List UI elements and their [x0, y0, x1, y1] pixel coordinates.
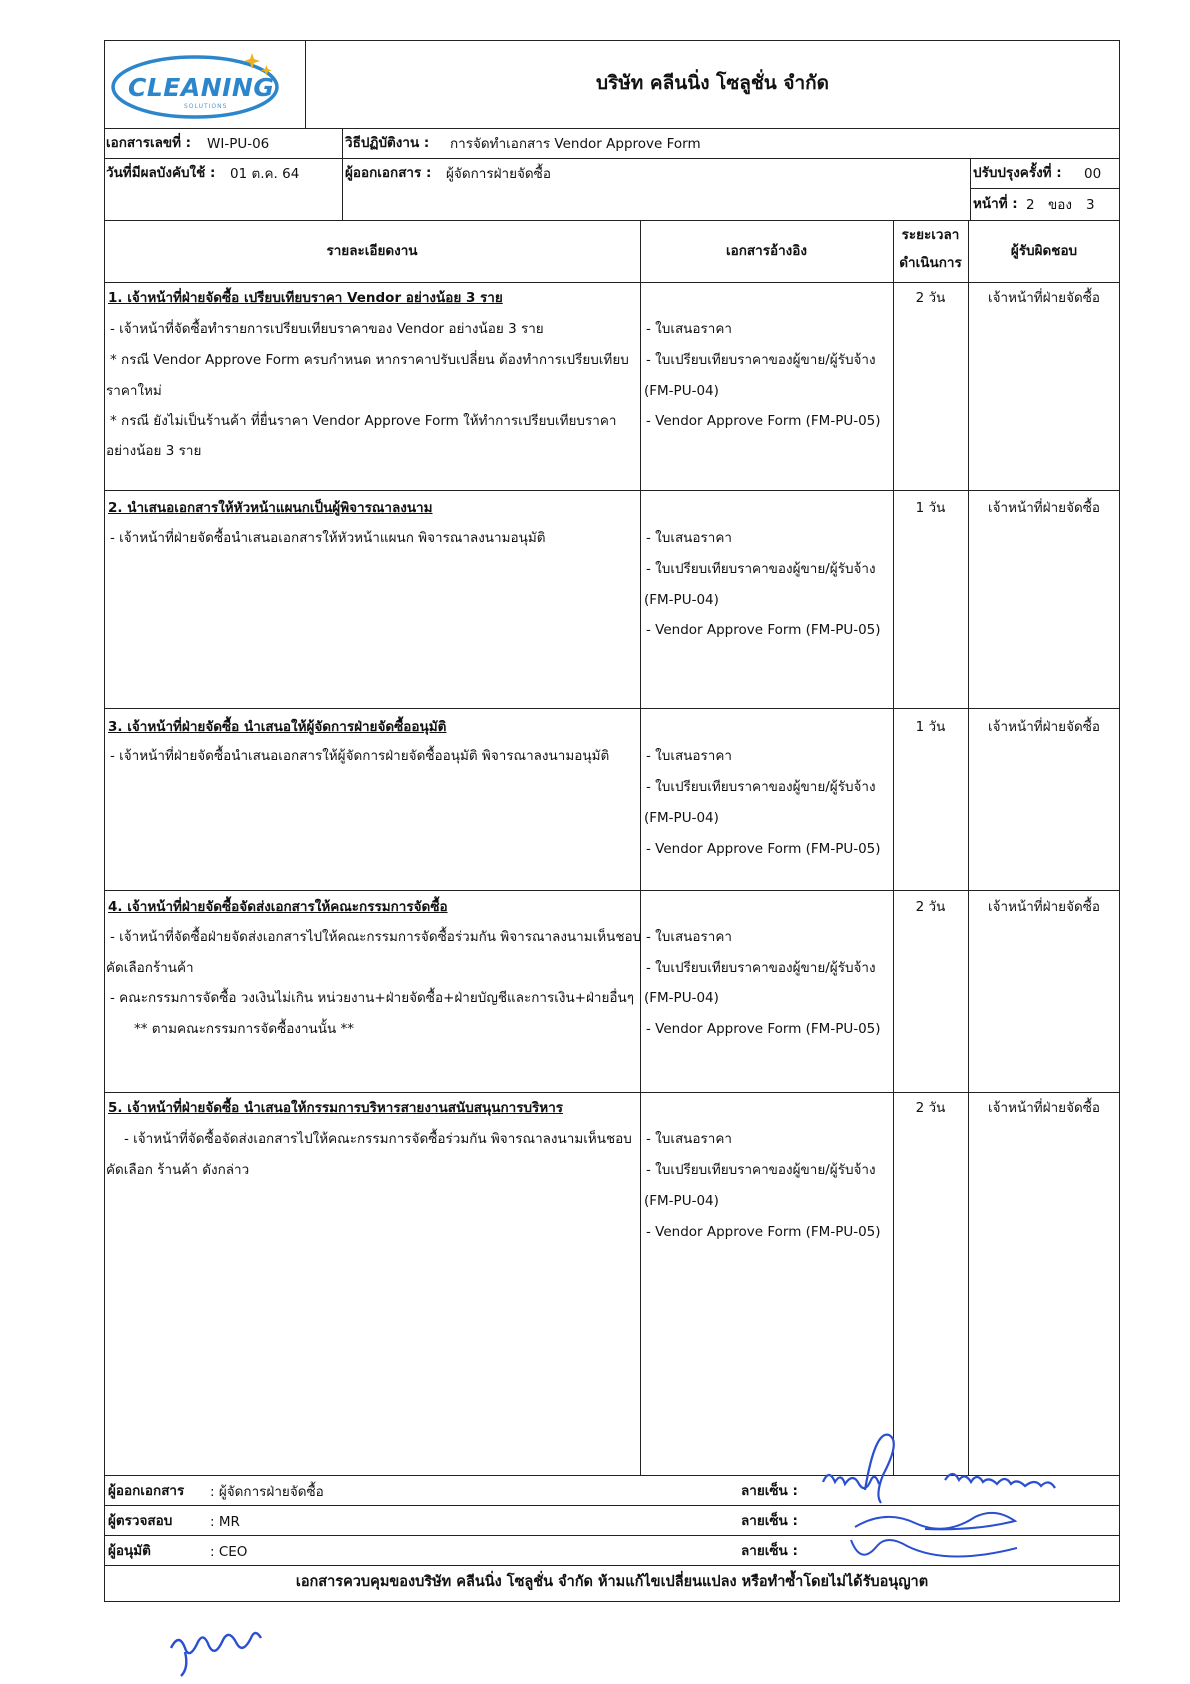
logo-sub-text: SOLUTIONS — [184, 103, 228, 110]
reference-item: - Vendor Approve Form (FM-PU-05) — [646, 1021, 881, 1037]
reference-item: (FM-PU-04) — [644, 990, 719, 1006]
step-responsible: เจ้าหน้าที่ฝ่ายจัดซื้อ — [987, 719, 1101, 735]
col-header-duration-1: ระยะเวลา — [901, 227, 960, 243]
col-header-duration-2: ดำเนินการ — [899, 255, 962, 271]
col-header-reference: เอกสารอ้างอิง — [726, 243, 807, 259]
step-line: คัดเลือกร้านค้า — [106, 960, 194, 976]
step-line: - คณะกรรมการจัดซื้อ วงเงินไม่เกิน หน่วยงาน+ฝ่ายจัดซื้อ+ฝ่ายบัญชีและการเงิน+ฝ่ายอื่นๆ — [110, 990, 634, 1006]
signature-label: ลายเซ็น : — [741, 1513, 798, 1529]
step-responsible: เจ้าหน้าที่ฝ่ายจัดซื้อ — [987, 1100, 1101, 1116]
step-line: * กรณี Vendor Approve Form ครบกำหนด หากราคาปรับเปลี่ยน ต้องทำการเปรียบเทียบ — [110, 352, 629, 368]
rule — [970, 158, 971, 220]
issuer-label: ผู้ออกเอกสาร : — [345, 165, 432, 181]
step-line: - เจ้าหน้าที่ฝ่ายจัดซื้อนำเสนอเอกสารให้หัวหน้าแผนก พิจารณาลงนามอนุมัติ — [110, 530, 546, 546]
rule — [104, 1092, 1120, 1093]
rule — [104, 128, 1120, 129]
reference-item: - ใบเปรียบเทียบราคาของผู้ขาย/ผู้รับจ้าง — [646, 960, 876, 976]
step-duration: 2 วัน — [915, 290, 946, 306]
approval-value: : CEO — [210, 1544, 248, 1560]
reference-item: - Vendor Approve Form (FM-PU-05) — [646, 1224, 881, 1240]
approval-label: ผู้อนุมัติ — [108, 1543, 151, 1559]
effective-date-label: วันที่มีผลบังคับใช้ : — [106, 165, 216, 181]
procedure-name: การจัดทำเอกสาร Vendor Approve Form — [450, 136, 701, 152]
effective-date: 01 ต.ค. 64 — [230, 166, 300, 182]
rule — [640, 220, 641, 1475]
step-line: ราคาใหม่ — [106, 383, 162, 399]
rule — [968, 220, 969, 1475]
approval-label: ผู้ออกเอกสาร — [108, 1483, 185, 1499]
step-line: - เจ้าหน้าที่จัดซื้อทำรายการเปรียบเทียบราคาของ Vendor อย่างน้อย 3 ราย — [110, 321, 544, 337]
reference-item: - Vendor Approve Form (FM-PU-05) — [646, 622, 881, 638]
rule — [104, 158, 1120, 159]
step-responsible: เจ้าหน้าที่ฝ่ายจัดซื้อ — [987, 899, 1101, 915]
signature-label: ลายเซ็น : — [741, 1483, 798, 1499]
reference-item: (FM-PU-04) — [644, 592, 719, 608]
step-line: ** ตามคณะกรรมการจัดซื้องานนั้น ** — [134, 1021, 355, 1037]
reference-item: - ใบเสนอราคา — [646, 321, 732, 337]
page-of: ของ — [1048, 197, 1072, 213]
reference-item: - ใบเปรียบเทียบราคาของผู้ขาย/ผู้รับจ้าง — [646, 779, 876, 795]
approver-signature — [845, 1530, 1045, 1570]
reference-item: - ใบเปรียบเทียบราคาของผู้ขาย/ผู้รับจ้าง — [646, 1162, 876, 1178]
doc-no: WI-PU-06 — [207, 136, 270, 152]
approval-value: : MR — [210, 1514, 240, 1530]
signature-label: ลายเซ็น : — [741, 1543, 798, 1559]
reference-item: - ใบเปรียบเทียบราคาของผู้ขาย/ผู้รับจ้าง — [646, 352, 876, 368]
step-title: 4. เจ้าหน้าที่ฝ่ายจัดซื้อจัดส่งเอกสารให้คณะกรรมการจัดซื้อ — [108, 899, 448, 915]
step-duration: 1 วัน — [915, 500, 946, 516]
company-title: บริษัท คลีนนิ่ง โซลูชั่น จำกัด — [595, 72, 830, 94]
issuer: ผู้จัดการฝ่ายจัดซื้อ — [446, 166, 551, 182]
page-total: 3 — [1086, 197, 1095, 213]
rule — [970, 188, 1120, 189]
procedure-label: วิธีปฏิบัติงาน : — [345, 135, 430, 151]
col-header-details: รายละเอียดงาน — [326, 243, 418, 259]
company-logo — [100, 45, 300, 121]
step-title: 3. เจ้าหน้าที่ฝ่ายจัดซื้อ นำเสนอให้ผู้จัดการฝ่ายจัดซื้ออนุมัติ — [108, 719, 447, 735]
col-header-responsible: ผู้รับผิดชอบ — [1010, 243, 1078, 259]
step-line: อย่างน้อย 3 ราย — [106, 443, 202, 459]
page-number: 2 — [1026, 197, 1035, 213]
issuer-signature — [815, 1420, 1115, 1510]
revision-number: 00 — [1084, 166, 1102, 182]
approval-value: : ผู้จัดการฝ่ายจัดซื้อ — [210, 1484, 324, 1500]
step-duration: 2 วัน — [915, 899, 946, 915]
reference-item: (FM-PU-04) — [644, 383, 719, 399]
step-line: - เจ้าหน้าที่จัดซื้อจัดส่งเอกสารไปให้คณะกรรมการจัดซื้อร่วมกัน พิจารณาลงนามเห็นชอบ — [124, 1131, 632, 1147]
step-title: 2. นำเสนอเอกสารให้หัวหน้าแผนกเป็นผู้พิจารณาลงนาม — [108, 500, 433, 516]
step-duration: 1 วัน — [915, 719, 946, 735]
step-title: 5. เจ้าหน้าที่ฝ่ายจัดซื้อ นำเสนอให้กรรมการบริหารสายงานสนับสนุนการบริหาร — [108, 1100, 564, 1116]
rule — [893, 220, 894, 1475]
rule — [104, 708, 1120, 709]
reference-item: - Vendor Approve Form (FM-PU-05) — [646, 841, 881, 857]
step-title: 1. เจ้าหน้าที่ฝ่ายจัดซื้อ เปรียบเทียบราคา Vendor อย่างน้อย 3 ราย — [108, 290, 503, 306]
reference-item: (FM-PU-04) — [644, 810, 719, 826]
rule — [342, 128, 343, 220]
reference-item: (FM-PU-04) — [644, 1193, 719, 1209]
reference-item: - ใบเสนอราคา — [646, 929, 732, 945]
page-label: หน้าที่ : — [973, 196, 1018, 212]
reference-item: - ใบเสนอราคา — [646, 530, 732, 546]
step-responsible: เจ้าหน้าที่ฝ่ายจัดซื้อ — [987, 290, 1101, 306]
step-line: * กรณี ยังไม่เป็นร้านค้า ที่ยื่นราคา Vendor Approve Form ให้ทำการเปรียบเทียบราคา — [110, 413, 617, 429]
logo-brand-text: CLEANING — [128, 73, 275, 102]
rule — [104, 490, 1120, 491]
approval-label: ผู้ตรวจสอบ — [108, 1513, 173, 1529]
step-line: คัดเลือก ร้านค้า ดังกล่าว — [106, 1162, 250, 1178]
reference-item: - ใบเปรียบเทียบราคาของผู้ขาย/ผู้รับจ้าง — [646, 561, 876, 577]
step-line: - เจ้าหน้าที่ฝ่ายจัดซื้อนำเสนอเอกสารให้ผู้จัดการฝ่ายจัดซื้ออนุมัติ พิจารณาลงนามอนุมัติ — [110, 748, 610, 764]
reference-item: - ใบเสนอราคา — [646, 748, 732, 764]
bottom-initial-signature — [165, 1608, 275, 1678]
step-responsible: เจ้าหน้าที่ฝ่ายจัดซื้อ — [987, 500, 1101, 516]
footer-notice: เอกสารควบคุมของบริษัท คลีนนิ่ง โซลูชั่น จำกัด ห้ามแก้ไขเปลี่ยนแปลง หรือทำซ้ำโดยไม่ได้รับอนุญาต — [295, 1574, 929, 1590]
reference-item: - ใบเสนอราคา — [646, 1131, 732, 1147]
revision-label: ปรับปรุงครั้งที่ : — [973, 165, 1062, 181]
step-line: - เจ้าหน้าที่จัดซื้อฝ่ายจัดส่งเอกสารไปให้คณะกรรมการจัดซื้อร่วมกัน พิจารณาลงนามเห็นชอบ — [110, 929, 642, 945]
step-duration: 2 วัน — [915, 1100, 946, 1116]
doc-no-label: เอกสารเลขที่ : — [106, 135, 192, 151]
reference-item: - Vendor Approve Form (FM-PU-05) — [646, 413, 881, 429]
rule — [104, 890, 1120, 891]
